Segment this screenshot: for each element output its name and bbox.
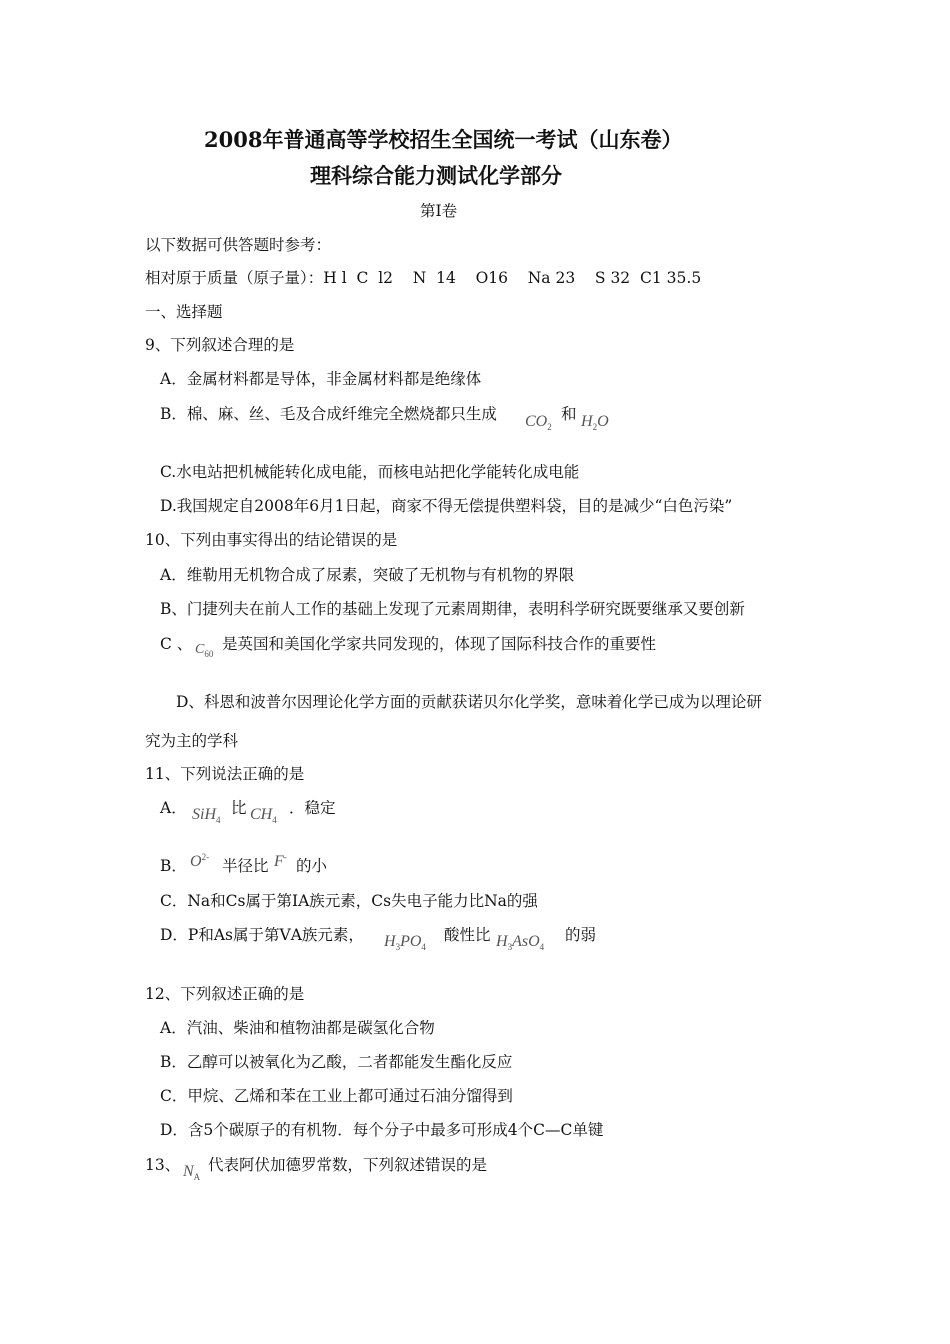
question-10-option-b: B、门捷列夫在前人工作的基础上发现了元素周期律，表明科学研究既要继承又要创新: [160, 600, 745, 618]
formula-sih4: SiH$_4$: [192, 806, 221, 825]
formula-fluoride-ion: F-: [274, 852, 287, 870]
question-10-option-a: A．维勒用无机物合成了尿素，突破了无机物与有机物的界限: [160, 566, 575, 584]
formula-ch4: $CH_4$: [250, 806, 277, 825]
formula-oxide-ion: $O^{2-}$: [190, 852, 210, 870]
question-13-label: 13、: [145, 1156, 181, 1174]
question-10-option-d-line1: D、科恩和波普尔因理论化学方面的贡献获诺贝尔化学奖，意味着化学已成为以理论研: [176, 693, 762, 711]
question-11-option-d-text: D．P和As属于第ⅤA族元素，: [160, 926, 364, 944]
reference-intro: 以下数据可供答题时参考：: [145, 236, 332, 254]
page-subtitle: 理科综合能力测试化学部分: [310, 163, 562, 188]
question-11-option-b-mid: 半径比: [222, 857, 269, 875]
question-9-option-a: A．金属材料都是导体，非金属材料都是绝缘体: [160, 370, 482, 388]
question-10-option-c-text: 是英国和美国化学家共同发现的，体现了国际科技合作的重要性: [222, 635, 657, 653]
section-heading: 一、选择题: [145, 303, 223, 321]
question-9-option-b-and: 和: [561, 405, 577, 423]
formula-c60: $C_{60}$: [195, 642, 214, 659]
question-11-option-d-post: 的弱: [565, 926, 597, 944]
question-11-option-d-mid: 酸性比: [444, 926, 491, 944]
formula-co2: $CO_2$: [525, 413, 552, 432]
question-10-option-d-line2: 究为主的学科: [145, 732, 239, 750]
question-11-option-a-post: ．稳定: [289, 799, 336, 817]
formula-avogadro: $N_A$: [183, 1163, 201, 1182]
formula-h3aso4: $H_3AsO_4$: [496, 933, 545, 952]
question-10-stem: 10、下列由事实得出的结论错误的是: [145, 531, 398, 549]
question-9-option-b-text: B．棉、麻、丝、毛及合成纤维完全燃烧都只生成: [160, 405, 497, 423]
question-12-option-d: D．含5个碳原子的有机物．每个分子中最多可形成4个C—C单键: [160, 1121, 604, 1139]
question-12-stem: 12、下列叙述正确的是: [145, 985, 305, 1003]
question-9-stem: 9、下列叙述合理的是: [145, 336, 295, 354]
page-title: 2008年普通高等学校招生全国统一考试（山东卷）: [204, 127, 683, 152]
formula-h3po4: $H_3PO_4$: [384, 933, 426, 952]
question-13-stem: 代表阿伏加德罗常数，下列叙述错误的是: [208, 1156, 488, 1174]
question-9-option-c: C.水电站把机械能转化成电能，而核电站把化学能转化成电能: [160, 463, 580, 481]
question-9-option-b: [160, 402, 497, 424]
question-11-option-c: C．Na和Cs属于第ⅠA族元素，Cs失电子能力比Na的强: [160, 892, 538, 910]
volume-label: 第Ⅰ卷: [420, 202, 458, 220]
question-11-option-b-post: 的小: [296, 857, 328, 875]
question-12-option-b: B．乙醇可以被氧化为乙酸，二者都能发生酯化反应: [160, 1053, 513, 1071]
question-9-option-d: D.我国规定自2008年6月1日起，商家不得无偿提供塑料袋，目的是减少“白色污染”: [160, 497, 733, 515]
atomic-mass-line: 相对原于质量（原子量）：H l C l2 N 14 O16 Na 23 S 32 C1 35.5: [145, 269, 702, 287]
question-12-option-c: C．甲烷、乙烯和苯在工业上都可通过石油分馏得到: [160, 1087, 513, 1105]
formula-h2o: $H_2O$: [581, 413, 609, 432]
question-11-option-b-label: B．: [160, 857, 187, 875]
question-11-stem: 11、下列说法正确的是: [145, 765, 305, 783]
question-10-option-c-label: C 、: [160, 635, 193, 653]
question-12-option-a: A．汽油、柴油和植物油都是碳氢化合物: [160, 1019, 435, 1037]
question-11-option-a-mid: 比: [231, 799, 247, 817]
question-11-option-a-label: A．: [160, 799, 187, 817]
